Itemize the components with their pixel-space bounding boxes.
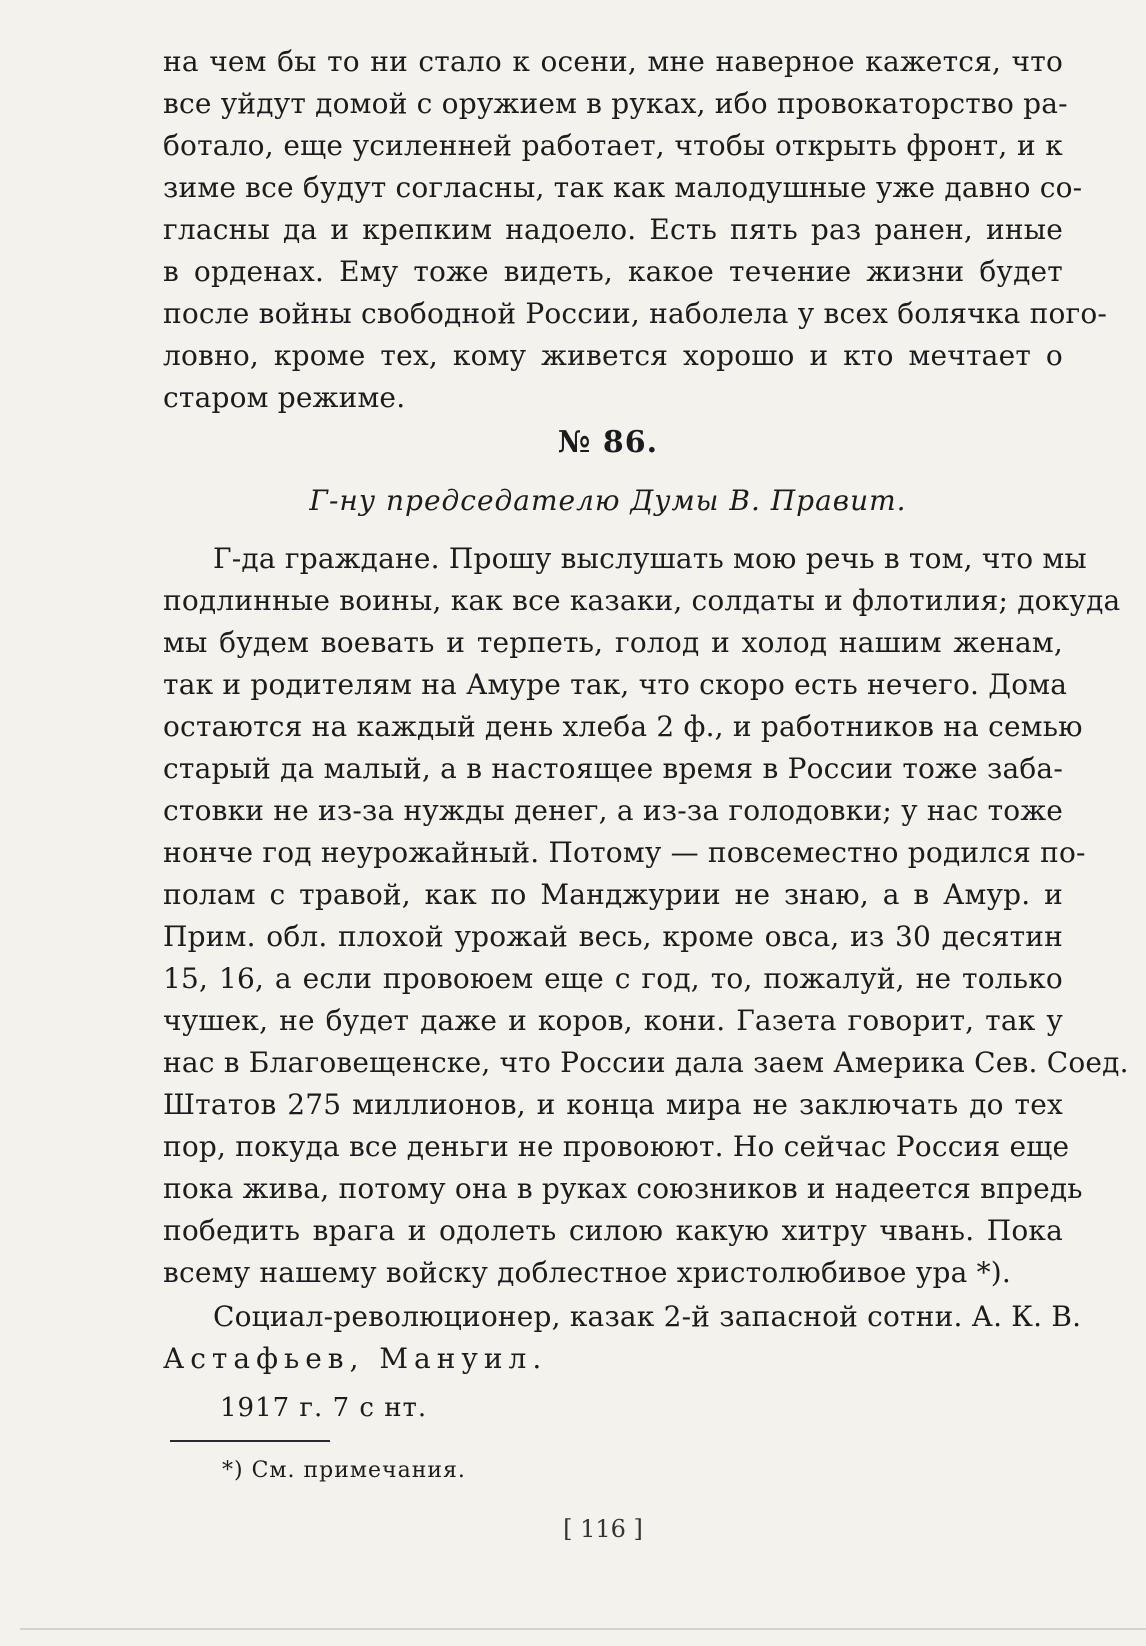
signature-line: Социал-революционер, казак 2-й запасной сотни. А. К. В. <box>213 1300 1082 1333</box>
text-line: остаются на каждый день хлеба 2 ф., и работников на семью <box>163 710 1083 743</box>
text-line: мы будем воевать и терпеть, голод и холод нашим женам, <box>163 626 1063 659</box>
text-line: Штатов 275 миллионов, и конца мира не заключать до тех <box>163 1088 1063 1121</box>
text-line: пор, покуда все деньги не провоюют. Но сейчас Россия еще <box>163 1130 1070 1163</box>
letter-addressee: Г-ну председателю Думы В. Правит. <box>309 484 907 517</box>
text-line: нас в Благовещенске, что России дала заем Америка Сев. Соед. <box>163 1046 1129 1079</box>
continued-paragraph <box>163 41 1108 419</box>
text-line: нонче год неурожайный. Потому — повсеместно родился по- <box>163 836 1086 869</box>
text-line: ботало, еще усиленней работает, чтобы открыть фронт, и к <box>163 129 1063 162</box>
text-line: зиме все будут согласны, так как малодушные уже давно со- <box>163 171 1083 204</box>
signature-block <box>163 1296 1082 1380</box>
signature-name: Астафьев, Мануил. <box>163 1342 548 1375</box>
text-line: чушек, не будет даже и коров, кони. Газета говорит, так у <box>163 1004 1063 1037</box>
text-line: в орденах. Ему тоже видеть, какое течение жизни будет <box>163 255 1063 288</box>
text-line: ловно, кроме тех, кому живется хорошо и кто мечтает о <box>163 339 1063 372</box>
text-line: полам с травой, как по Манджурии не знаю, а в Амур. и <box>163 878 1063 911</box>
text-line: старый да малый, а в настоящее время в России тоже заба- <box>163 752 1063 785</box>
text-line: Прим. обл. плохой урожай весь, кроме овса, из 30 десятин <box>163 920 1063 953</box>
text-line: победить врага и одолеть силою какую хитру чвань. Пока <box>163 1214 1063 1247</box>
document-number-heading: № 86. <box>557 425 659 460</box>
text-line: 15, 16, а если провоюем еще с год, то, пожалуй, не только <box>163 962 1063 995</box>
scan-edge-line <box>20 1628 1146 1630</box>
text-line: пока жива, потому она в руках союзников и надеется впредь <box>163 1172 1083 1205</box>
text-line: после войны свободной России, наболела у всех болячка пого- <box>163 297 1108 330</box>
text-line: гласны да и крепким надоело. Есть пять раз ранен, иные <box>163 213 1063 246</box>
text-line: все уйдут домой с оружием в руках, ибо провокаторство ра- <box>163 87 1068 120</box>
page-number: [ 116 ] <box>563 1515 643 1543</box>
text-line: подлинные воины, как все казаки, солдаты и флотилия; докуда <box>163 584 1121 617</box>
footnote-text: *) См. примечания. <box>222 1458 466 1483</box>
letter-date: 1917 г. 7 с нт. <box>220 1393 428 1423</box>
text-line: на чем бы то ни стало к осени, мне наверное кажется, что <box>163 45 1063 78</box>
text-line: так и родителям на Амуре так, что скоро есть нечего. Дома <box>163 668 1068 701</box>
footnote-divider <box>170 1440 330 1442</box>
text-line: стовки не из-за нужды денег, а из-за голодовки; у нас тоже <box>163 794 1064 827</box>
text-line: всему нашему войску доблестное христолюбивое ура *). <box>163 1256 1011 1289</box>
text-line: старом режиме. <box>163 381 406 414</box>
letter-body <box>163 538 1129 1294</box>
text-line: Г-да граждане. Прошу выслушать мою речь в том, что мы <box>213 542 1087 575</box>
